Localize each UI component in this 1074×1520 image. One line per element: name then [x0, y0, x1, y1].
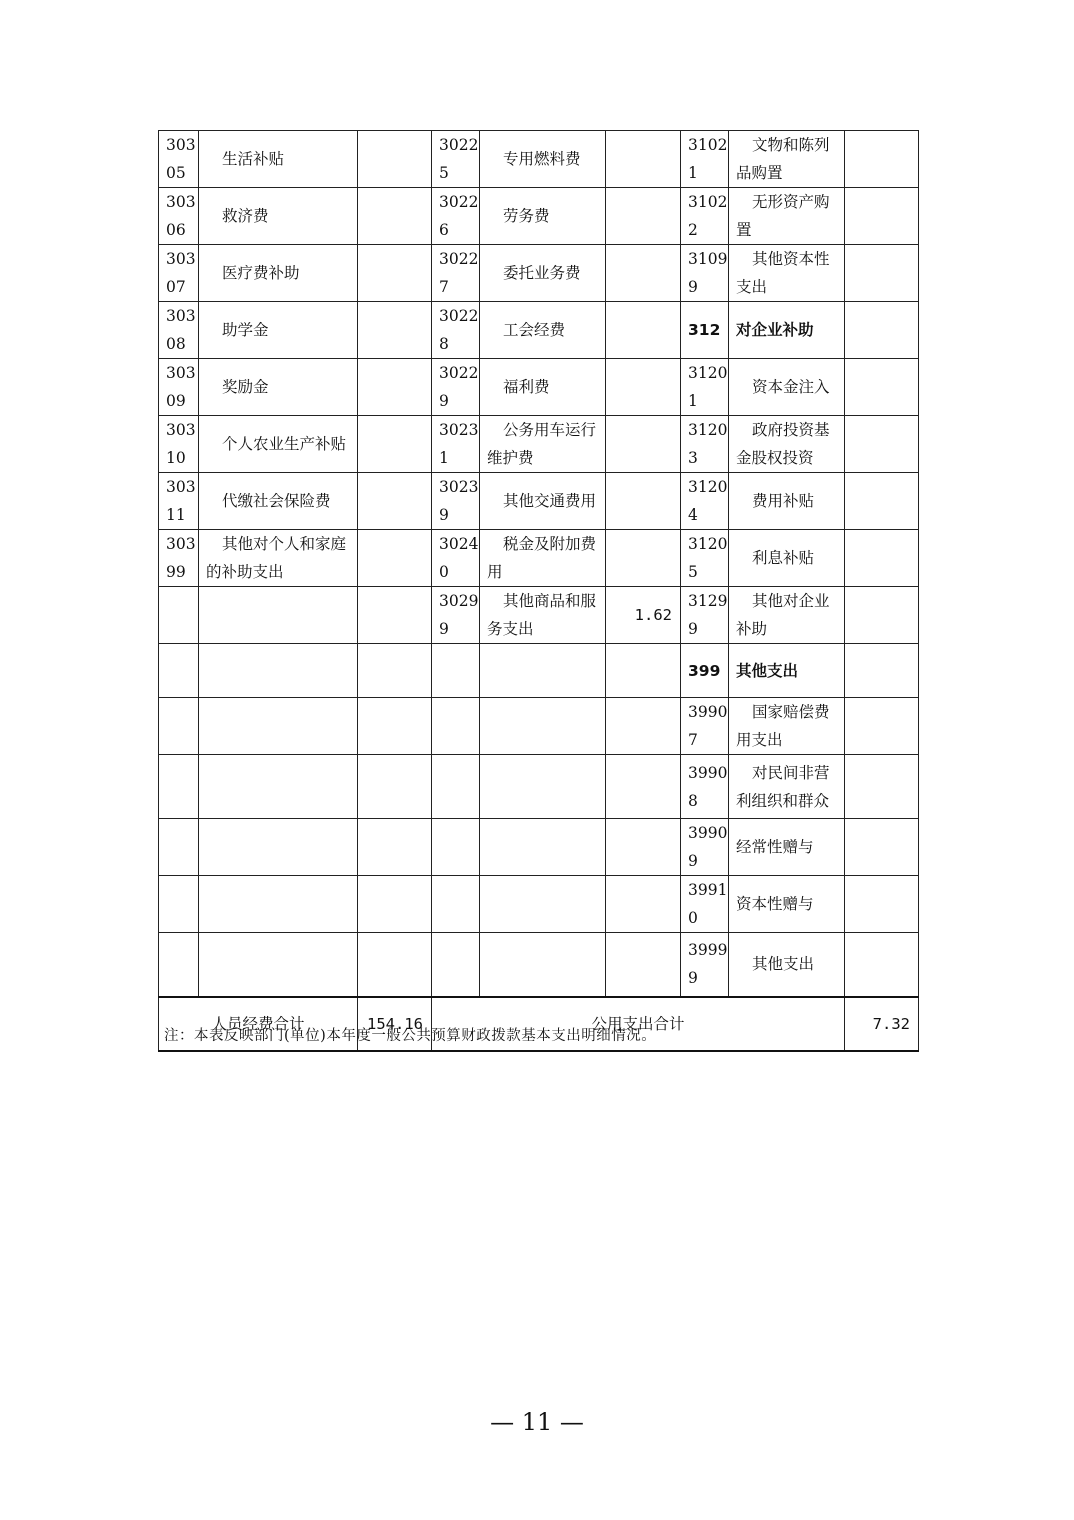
- item-name: 国家赔偿费用支出: [729, 698, 845, 755]
- economic-code: 39907: [681, 698, 729, 755]
- economic-code: 30225: [432, 131, 480, 188]
- item-name: 资本金注入: [729, 359, 845, 416]
- amount-cell: [358, 359, 432, 416]
- economic-code: 39999: [681, 933, 729, 997]
- economic-code: 30306: [159, 188, 199, 245]
- amount-cell: [606, 530, 681, 587]
- table-row: [159, 819, 919, 876]
- amount-cell: [606, 359, 681, 416]
- amount-cell: [358, 302, 432, 359]
- item-name: 其他对个人和家庭的补助支出: [199, 530, 358, 587]
- item-name: 工会经费: [480, 302, 606, 359]
- amount-cell: [845, 698, 919, 755]
- amount-cell: [606, 473, 681, 530]
- amount-cell: [358, 416, 432, 473]
- economic-code: [159, 698, 199, 755]
- table-row: [159, 876, 919, 933]
- economic-code: [432, 933, 480, 997]
- economic-code: 30307: [159, 245, 199, 302]
- economic-code: 31201: [681, 359, 729, 416]
- amount-cell: [606, 876, 681, 933]
- item-name: 利息补贴: [729, 530, 845, 587]
- item-name: 奖励金: [199, 359, 358, 416]
- economic-code: 30240: [432, 530, 480, 587]
- public-total-label: 公用支出合计: [432, 997, 845, 1051]
- item-name: [199, 819, 358, 876]
- item-name: 其他交通费用: [480, 473, 606, 530]
- item-name: [199, 755, 358, 819]
- amount-cell: [358, 587, 432, 644]
- economic-code: [432, 698, 480, 755]
- item-name: 委托业务费: [480, 245, 606, 302]
- economic-code: 39910: [681, 876, 729, 933]
- item-name: 经常性赠与: [729, 819, 845, 876]
- item-name: 无形资产购置: [729, 188, 845, 245]
- table-row: [159, 416, 919, 473]
- amount-cell: [358, 131, 432, 188]
- item-name: [480, 644, 606, 698]
- economic-code: 30299: [432, 587, 480, 644]
- economic-code: 30308: [159, 302, 199, 359]
- amount-cell: [606, 302, 681, 359]
- economic-code: 31299: [681, 587, 729, 644]
- item-name: 专用燃料费: [480, 131, 606, 188]
- economic-code: 30311: [159, 473, 199, 530]
- economic-code: 30229: [432, 359, 480, 416]
- table-row: [159, 755, 919, 819]
- amount-cell: [845, 359, 919, 416]
- amount-cell: [606, 416, 681, 473]
- economic-code: 31205: [681, 530, 729, 587]
- personnel-total-label: 人员经费合计: [159, 997, 358, 1051]
- item-name: [480, 819, 606, 876]
- item-name: 福利费: [480, 359, 606, 416]
- amount-cell: [845, 819, 919, 876]
- amount-cell: [845, 755, 919, 819]
- economic-code: [432, 819, 480, 876]
- economic-code: [432, 755, 480, 819]
- economic-code: 30231: [432, 416, 480, 473]
- economic-code: [432, 644, 480, 698]
- amount-cell: [845, 587, 919, 644]
- economic-code: [159, 587, 199, 644]
- item-name: [199, 876, 358, 933]
- item-name: [480, 876, 606, 933]
- economic-code: 31022: [681, 188, 729, 245]
- item-name: 其他资本性支出: [729, 245, 845, 302]
- item-name: 其他支出: [729, 933, 845, 997]
- item-name: 公务用车运行维护费: [480, 416, 606, 473]
- amount-cell: [358, 530, 432, 587]
- item-name: [480, 698, 606, 755]
- economic-code: 31021: [681, 131, 729, 188]
- table-row: [159, 933, 919, 997]
- item-name: [199, 698, 358, 755]
- economic-code: [159, 933, 199, 997]
- item-name: 资本性赠与: [729, 876, 845, 933]
- economic-code: [159, 876, 199, 933]
- amount-cell: [845, 188, 919, 245]
- amount-cell: [845, 131, 919, 188]
- amount-cell: [845, 644, 919, 698]
- amount-cell: [358, 473, 432, 530]
- amount-cell: 1.62: [606, 587, 681, 644]
- item-name: 其他商品和服务支出: [480, 587, 606, 644]
- item-name: 政府投资基金股权投资: [729, 416, 845, 473]
- table-row: [159, 131, 919, 188]
- table-row: [159, 302, 919, 359]
- economic-code: [159, 819, 199, 876]
- item-name: 对民间非营利组织和群众: [729, 755, 845, 819]
- amount-cell: [845, 245, 919, 302]
- economic-code: [159, 755, 199, 819]
- amount-cell: [845, 876, 919, 933]
- item-name: [199, 644, 358, 698]
- personnel-total-value: 154.16: [358, 997, 432, 1051]
- table-row: [159, 245, 919, 302]
- amount-cell: [358, 698, 432, 755]
- item-name: [480, 755, 606, 819]
- item-name: 代缴社会保险费: [199, 473, 358, 530]
- amount-cell: [358, 876, 432, 933]
- amount-cell: [606, 819, 681, 876]
- amount-cell: [606, 755, 681, 819]
- economic-code: 39909: [681, 819, 729, 876]
- amount-cell: [845, 530, 919, 587]
- amount-cell: [606, 698, 681, 755]
- public-total-value: 7.32: [845, 997, 919, 1051]
- table-note: 注：本表反映部门(单位)本年度一般公共预算财政拨款基本支出明细情况。: [164, 1028, 657, 1044]
- economic-code: 30239: [432, 473, 480, 530]
- item-name: 费用补贴: [729, 473, 845, 530]
- economic-code: 31099: [681, 245, 729, 302]
- item-name: 劳务费: [480, 188, 606, 245]
- amount-cell: [358, 644, 432, 698]
- amount-cell: [358, 188, 432, 245]
- amount-cell: [606, 644, 681, 698]
- table-row: [159, 473, 919, 530]
- item-name: 医疗费补助: [199, 245, 358, 302]
- item-name: [480, 933, 606, 997]
- economic-code: 30226: [432, 188, 480, 245]
- table-row: [159, 188, 919, 245]
- table-row: [159, 587, 919, 644]
- economic-code: 30399: [159, 530, 199, 587]
- item-name: 助学金: [199, 302, 358, 359]
- amount-cell: [606, 188, 681, 245]
- expenditure-detail-table: [158, 130, 919, 1052]
- item-name: [199, 587, 358, 644]
- item-name: 生活补贴: [199, 131, 358, 188]
- amount-cell: [845, 473, 919, 530]
- economic-code: 31204: [681, 473, 729, 530]
- item-name: 其他对企业补助: [729, 587, 845, 644]
- amount-cell: [358, 933, 432, 997]
- economic-code: 39908: [681, 755, 729, 819]
- table-row: [159, 359, 919, 416]
- amount-cell: [606, 933, 681, 997]
- amount-cell: [845, 302, 919, 359]
- economic-code: 30310: [159, 416, 199, 473]
- economic-code: 30228: [432, 302, 480, 359]
- economic-code: 30305: [159, 131, 199, 188]
- amount-cell: [606, 245, 681, 302]
- item-name: [199, 933, 358, 997]
- item-name: 税金及附加费用: [480, 530, 606, 587]
- table-row: [159, 698, 919, 755]
- amount-cell: [358, 819, 432, 876]
- item-name: 个人农业生产补贴: [199, 416, 358, 473]
- economic-code: [432, 876, 480, 933]
- category-name: 其他支出: [729, 644, 845, 698]
- page-number: — 11 —: [490, 1408, 584, 1436]
- amount-cell: [358, 245, 432, 302]
- amount-cell: [845, 933, 919, 997]
- amount-cell: [845, 416, 919, 473]
- item-name: 救济费: [199, 188, 358, 245]
- table-row: [159, 644, 919, 698]
- economic-code: 30309: [159, 359, 199, 416]
- category-name: 对企业补助: [729, 302, 845, 359]
- table-row: [159, 530, 919, 587]
- item-name: 文物和陈列品购置: [729, 131, 845, 188]
- economic-code: [159, 644, 199, 698]
- amount-cell: [358, 755, 432, 819]
- category-code: 312: [681, 302, 729, 359]
- category-code: 399: [681, 644, 729, 698]
- economic-code: 30227: [432, 245, 480, 302]
- economic-code: 31203: [681, 416, 729, 473]
- amount-cell: [606, 131, 681, 188]
